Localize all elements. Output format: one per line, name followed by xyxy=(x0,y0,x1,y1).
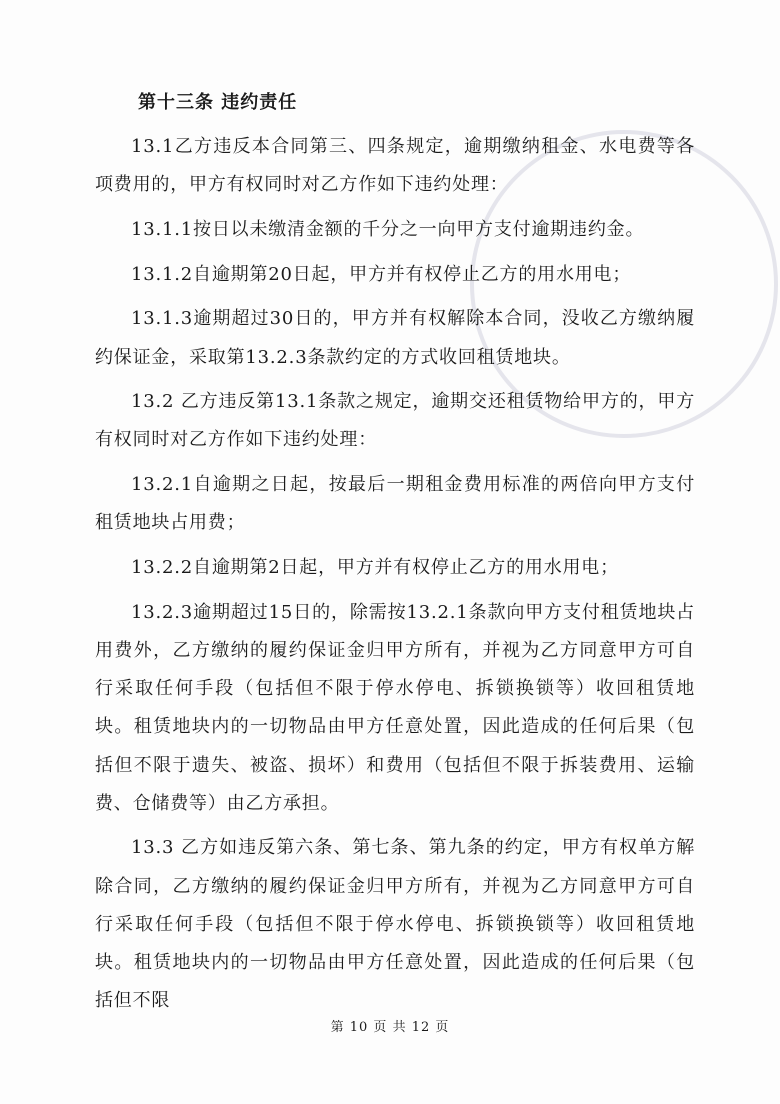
clause-13-2-2: 13.2.2自逾期第2日起，甲方并有权停止乙方的用水用电； xyxy=(131,557,619,579)
clause-13-1-1: 13.1.1按日以未缴清金额的千分之一向甲方支付逾期违约金。 xyxy=(131,218,645,240)
clause-13-2-1: 13.2.1自逾期之日起，按最后一期租金费用标准的两倍向甲方支付租赁地块占用费； xyxy=(95,474,695,534)
section-body xyxy=(95,128,695,1027)
clause-13-2: 13.2 乙方违反第13.1条款之规定，逾期交还租赁物给甲方的，甲方有权同时对乙方作如下违约处理： xyxy=(95,391,695,451)
clause-13-1-3: 13.1.3逾期超过30日的，甲方并有权解除本合同，没收乙方缴纳履约保证金，采取第13.2.3条款约定的方式收回租赁地块。 xyxy=(95,308,695,368)
clause-13-2-3: 13.2.3逾期超过15日的，除需按13.2.1条款向甲方支付租赁地块占用费外，乙方缴纳的履约保证金归甲方所有，并视为乙方同意甲方可自行采取任何手段（包括但不限于停水停电、拆锁换锁等）收回租赁地块。租赁地块内的一切物品由甲方任意处置，因此造成的任何后果（包括但不限于遗失、被盗、损坏）和费用（包括但不限于拆装费用、运输费、仓储费等）由乙方承担。 xyxy=(95,601,695,814)
section-heading: 第十三条 违约责任 xyxy=(138,92,298,113)
clause-13-3: 13.3 乙方如违反第六条、第七条、第九条的约定，甲方有权单方解除合同，乙方缴纳的履约保证金归甲方所有，并视为乙方同意甲方可自行采取任何手段（包括但不限于停水停电、拆锁换锁等）收回租赁地块。租赁地块内的一切物品由甲方任意处置，因此造成的任何后果（包括但不限 xyxy=(95,837,695,1012)
page-number: 第 10 页 共 12 页 xyxy=(330,1020,450,1035)
clause-13-1-2: 13.1.2自逾期第20日起，甲方并有权停止乙方的用水用电； xyxy=(131,263,632,285)
clause-13-1: 13.1乙方违反本合同第三、四条规定，逾期缴纳租金、水电费等各项费用的，甲方有权同时对乙方作如下违约处理： xyxy=(95,136,695,196)
